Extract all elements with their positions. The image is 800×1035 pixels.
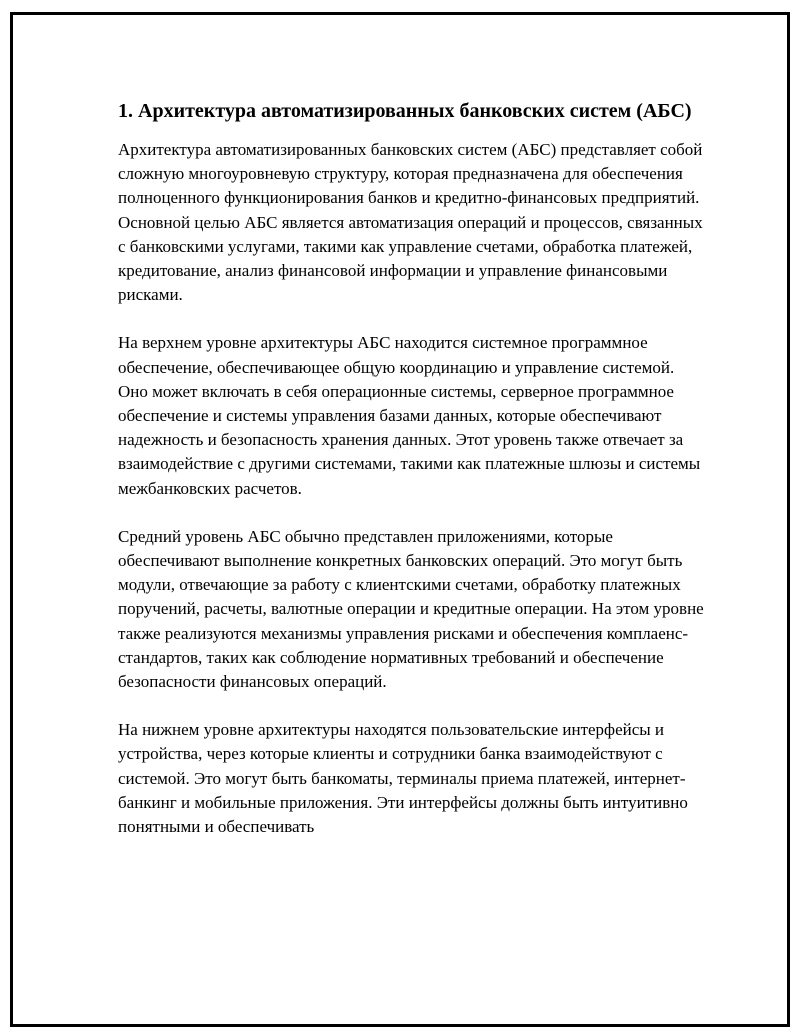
paragraph-top-level: На верхнем уровне архитектуры АБС находится системное программное обеспечение, обеспечивающее общую координацию и управление системой. Оно может включать в себя операционные системы, серверное программное обеспечение и системы управления базами данных, которые обеспечивают надежность и безопасность хранения данных. Этот уровень также отвечает за взаимодействие с другими системами, такими как платежные шлюзы и системы межбанковских расчетов. [118, 333, 701, 498]
paragraph-bottom-level: На нижнем уровне архитектуры находятся пользовательские интерфейсы и устройства, через которые клиенты и сотрудники банка взаимодействуют с системой. Это могут быть банкоматы, терминалы приема платежей, интернет-банкинг и мобильные приложения. Эти интерфейсы должны быть интуитивно понятными и обеспечивать [118, 720, 688, 837]
section-heading: 1. Архитектура автоматизированных банковских систем (АБС) [118, 100, 692, 122]
paragraph-middle-level: Средний уровень АБС обычно представлен приложениями, которые обеспечивают выполнение конкретных банковских операций. Это могут быть модули, отвечающие за работу с клиентскими счетами, обработку платежных поручений, расчеты, валютные операции и кредитные операции. На этом уровне также реализуются механизмы управления рисками и обеспечения комплаенс-стандартов, таких как соблюдение нормативных требований и обеспечение безопасности финансовых операций. [118, 526, 704, 692]
paragraph-intro: Архитектура автоматизированных банковских систем (АБС) представляет собой сложную многоуровневую структуру, которая предназначена для обеспечения полноценного функционирования банков и кредитно-финансовых предприятий. Основной целью АБС является автоматизация операций и процессов, связанных с банковскими услугами, такими как управление счетами, обработка платежей, кредитование, анализ финансовой информации и управление финансовыми рисками. [118, 140, 703, 305]
document-body [118, 97, 708, 863]
page-frame [10, 12, 790, 1027]
